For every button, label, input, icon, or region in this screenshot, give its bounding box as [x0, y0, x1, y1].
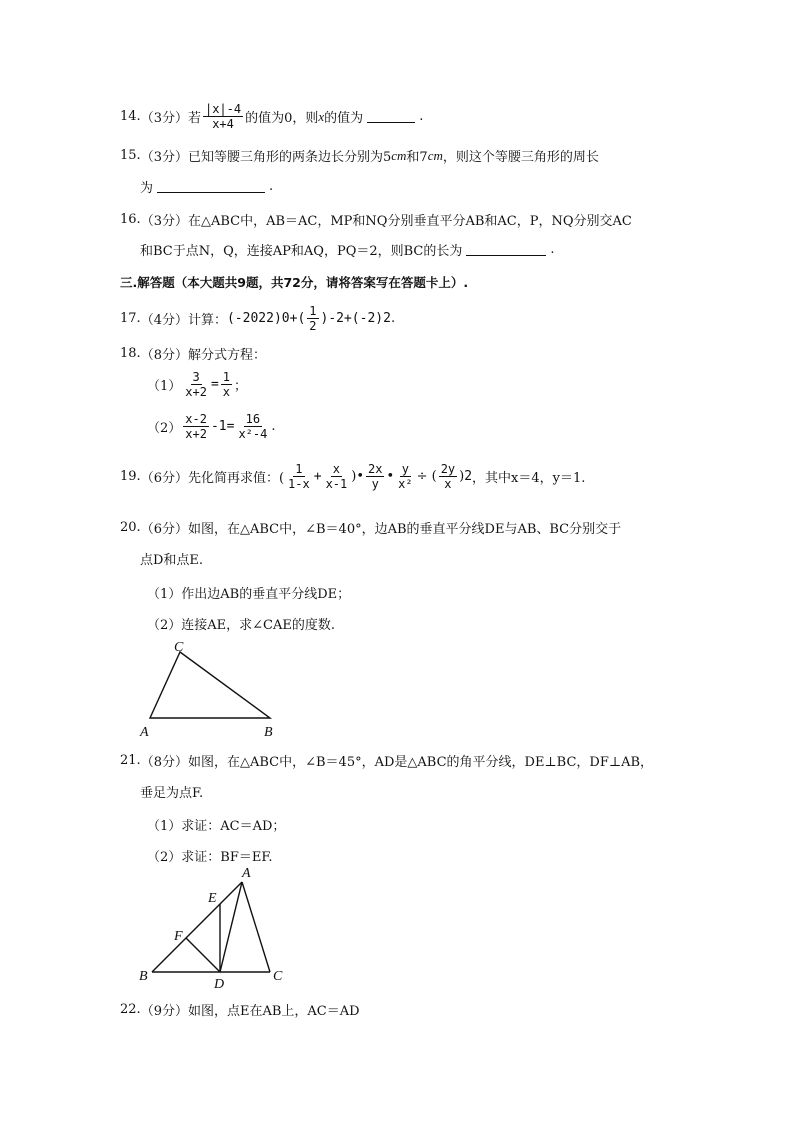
vertex-label-d: D	[214, 977, 225, 990]
vertex-label-a: A	[242, 866, 251, 881]
question-20-cont: 点D和点E.	[140, 553, 204, 568]
question-17: 17. （4分） 计算： (-2022) 0 + ( $\frac{1}{2}$ ) -2 +(-2) 2 .	[120, 304, 396, 333]
triangle-abc	[150, 652, 270, 718]
question-number: 20.	[120, 520, 141, 535]
fraction: $\frac{|x|-4}{x+4}$	[204, 102, 242, 131]
vertex-label-b: B	[264, 725, 273, 740]
fraction: $\frac{2x}{y}$	[368, 462, 383, 491]
question-20-part-2: （2）连接AE，求∠CAE的度数.	[147, 618, 335, 633]
question-number: 19.	[120, 469, 141, 484]
question-15-cont: 为 .	[140, 179, 274, 196]
question-16: 16. （3分） 在△ABC中，AB＝AC，MP和NQ分别垂直平分AB和AC，P，NQ分别交AC	[120, 212, 632, 229]
segment-df	[186, 938, 220, 972]
question-score: （3分）	[140, 214, 188, 229]
figure-21-triangle	[130, 860, 300, 990]
question-score: （8分）	[140, 755, 188, 770]
question-20: 20. （6分） 如图，在△ABC中，∠B＝40°，边AB的垂直平分线DE与AB、BC分别交于	[120, 520, 622, 537]
vertex-label-c: C	[273, 969, 283, 984]
answer-blank[interactable]	[367, 110, 415, 123]
question-number: 16.	[120, 212, 141, 227]
question-number: 22.	[120, 1002, 141, 1017]
vertex-label-c: C	[174, 640, 184, 655]
question-score: （3分）	[140, 150, 188, 165]
question-score: （9分）	[140, 1004, 188, 1019]
question-18: 18. （8分） 解分式方程：	[120, 346, 266, 363]
figure-20-triangle	[130, 636, 290, 742]
fraction: $\frac{1}{1-x}$	[288, 462, 310, 491]
question-score: （3分）	[140, 111, 188, 126]
question-score: （8分）	[140, 348, 188, 363]
question-19: 19. （6分） 先化简再求值：( $\frac{1}{1-x}$ + $\frac{x}{x-1}$ ) • $\frac{2x}{y}$ • $\frac{y}{\text{x²}}$ ÷ ( $\frac{2y}{x}$ ) 2 ，其中x＝4，y＝1.	[120, 462, 586, 491]
question-20-part-1: （1）作出边AB的垂直平分线DE；	[147, 587, 351, 602]
question-21: 21. （8分） 如图，在△ABC中，∠B＝45°，AD是△ABC的角平分线，DE⊥BC，DF⊥AB，	[120, 753, 654, 770]
vertex-label-e: E	[208, 891, 217, 906]
answer-blank[interactable]	[466, 243, 546, 256]
question-18-part-1: （1） $\frac{3}{x+2}$ = $\frac{1}{x}$ ；	[147, 370, 248, 399]
question-21-part-1: （1）求证：AC＝AD；	[147, 819, 286, 834]
answer-blank[interactable]	[157, 180, 265, 193]
fraction: $\frac{16}{\text{x²-4}}$	[238, 412, 268, 441]
question-score: （4分）	[140, 313, 188, 328]
vertex-label-f: F	[174, 929, 183, 944]
question-21-cont: 垂足为点F.	[140, 786, 204, 801]
side-ac	[242, 882, 270, 972]
fraction: $\frac{1}{x}$	[222, 370, 231, 399]
question-score: （6分）	[140, 471, 188, 486]
question-21-part-2: （2）求证：BF＝EF.	[147, 850, 273, 865]
fraction: $\frac{x-2}{x+2}$	[185, 412, 207, 441]
fraction: $\frac{2y}{x}$	[440, 462, 456, 491]
question-14: 14. （3分） 若 $\frac{|x|-4}{x+4}$ 的值为0，则 x 的值为 .	[120, 102, 424, 131]
question-18-part-2: （2） $\frac{x-2}{x+2}$ -1= $\frac{16}{\text{x²-4}}$ .	[147, 412, 276, 441]
question-15: 15. （3分） 已知等腰三角形的两条边长分别为5 cm 和7 cm ，则这个等腰三角形的周长	[120, 147, 599, 165]
question-22: 22. （9分） 如图，点E在AB上，AC＝AD	[120, 1002, 360, 1019]
question-number: 17.	[120, 311, 141, 326]
section-title: 三.解答题（本大题共9题，共72分，请将答案写在答题卡上）.	[120, 275, 469, 290]
vertex-label-b: B	[139, 969, 148, 984]
segment-ad	[220, 882, 242, 972]
fraction: $\frac{3}{x+2}$	[185, 370, 207, 399]
fraction: $\frac{1}{2}$	[309, 304, 317, 333]
fraction: $\frac{y}{\text{x²}}$	[398, 462, 413, 491]
question-number: 15.	[120, 148, 141, 163]
side-ba	[152, 882, 242, 972]
vertex-label-a: A	[140, 725, 149, 740]
question-score: （6分）	[140, 522, 188, 537]
question-number: 21.	[120, 753, 141, 768]
question-number: 14.	[120, 109, 141, 124]
question-number: 18.	[120, 346, 141, 361]
question-16-cont: 和BC于点N，Q，连接AP和AQ，PQ＝2，则BC的长为 .	[140, 242, 555, 259]
fraction: $\frac{x}{x-1}$	[325, 462, 348, 491]
